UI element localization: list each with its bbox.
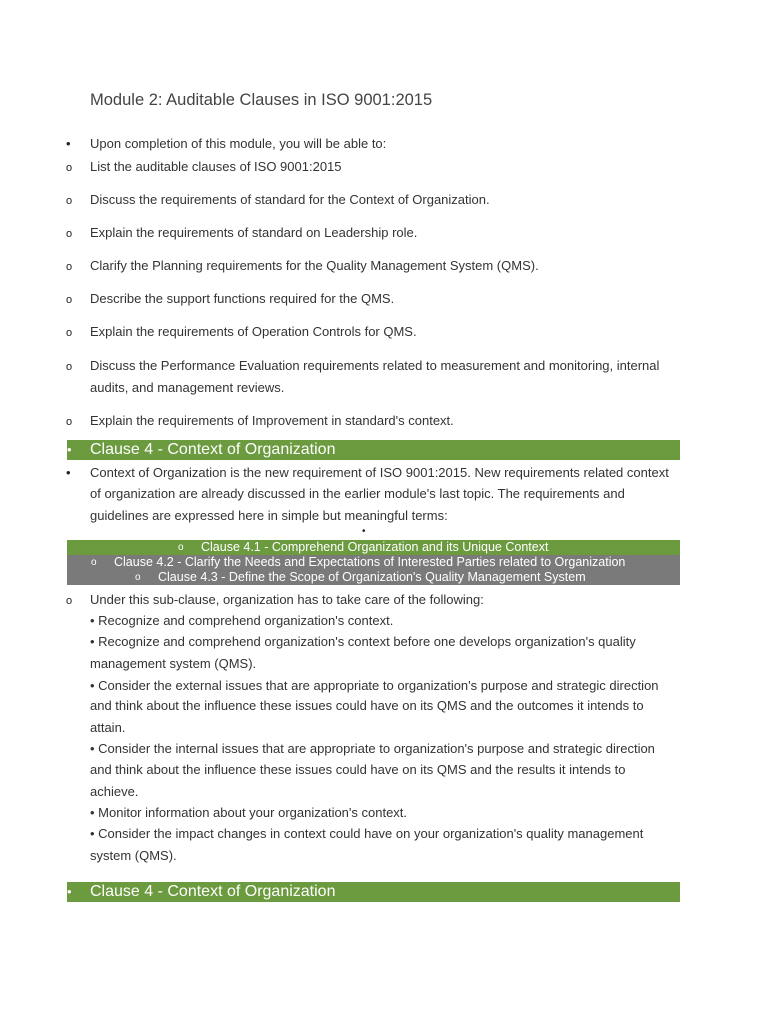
- objective-item: List the auditable clauses of ISO 9001:2015: [90, 159, 342, 174]
- details-line: and think about the influence these issues could have on its QMS and the outcomes it intends to: [90, 698, 644, 713]
- bullet-ring: [66, 222, 72, 245]
- bullet-ring: [66, 321, 72, 344]
- objective-item: Clarify the Planning requirements for the Quality Management System (QMS).: [90, 258, 539, 273]
- bullet-ring: [66, 156, 72, 179]
- subclause-title: Clause 4.3 - Define the Scope of Organization's Quality Management System: [158, 570, 586, 584]
- details-line: • Consider the impact changes in context could have on your organization's quality management: [90, 826, 644, 841]
- bullet-ring: [66, 255, 72, 278]
- details-intro: Under this sub-clause, organization has to take care of the following:: [90, 592, 484, 607]
- objective-item: Discuss the requirements of standard for the Context of Organization.: [90, 192, 490, 207]
- clause4-heading: Clause 4 - Context of Organization: [90, 883, 336, 900]
- bullet-ring: [66, 589, 72, 612]
- clause4-intro-line: guidelines are expressed here in simple but meaningful terms:: [90, 508, 448, 523]
- bullet-ring: o: [178, 542, 184, 553]
- clause4-intro-line: Context of Organization is the new requirement of ISO 9001:2015. New requirements related context: [90, 465, 669, 480]
- clause4-intro-line: of organization are already discussed in the earlier module's last topic. The requirements and: [90, 486, 625, 501]
- details-line: • Consider the internal issues that are appropriate to organization's purpose and strategic direction: [90, 741, 655, 756]
- details-line: attain.: [90, 720, 126, 735]
- subclause-title: Clause 4.2 - Clarify the Needs and Expectations of Interested Parties related to Organization: [114, 555, 626, 569]
- bullet-ring: [66, 189, 72, 212]
- bullet-disc: •: [67, 884, 72, 899]
- objective-item: Discuss the Performance Evaluation requirements related to measurement and monitoring, internal: [90, 358, 660, 373]
- clause4-heading: Clause 4 - Context of Organization: [90, 441, 336, 458]
- bullet-disc: •: [67, 442, 72, 457]
- objective-item: Explain the requirements of Improvement in standard's context.: [90, 413, 454, 428]
- details-line: management system (QMS).: [90, 656, 257, 671]
- subclause-row: [67, 555, 680, 570]
- details-line: achieve.: [90, 784, 139, 799]
- objective-item-continued: audits, and management reviews.: [90, 380, 285, 395]
- subclause-row: [67, 540, 680, 555]
- objective-item: Explain the requirements of standard on Leadership role.: [90, 225, 418, 240]
- objective-item: Explain the requirements of Operation Controls for QMS.: [90, 324, 417, 339]
- objectives-intro: Upon completion of this module, you will be able to:: [90, 136, 387, 151]
- bullet-ring: [66, 288, 72, 311]
- details-line: • Monitor information about your organization's context.: [90, 805, 408, 820]
- clause4-heading-bar: [67, 440, 680, 460]
- bullet-disc: •: [362, 526, 366, 537]
- objective-item: Describe the support functions required for the QMS.: [90, 291, 395, 306]
- details-line: • Recognize and comprehend organization's context.: [90, 613, 394, 628]
- details-line: and think about the influence these issues could have on its QMS and the results it intends to: [90, 762, 626, 777]
- page-title: Module 2: Auditable Clauses in ISO 9001:2015: [90, 91, 433, 109]
- bullet-ring: [66, 410, 72, 433]
- details-line: system (QMS).: [90, 848, 177, 863]
- clause4-heading-bar-repeat: [67, 882, 680, 902]
- bullet-ring: o: [91, 557, 97, 568]
- bullet-ring: [66, 355, 72, 378]
- bullet-disc: [66, 133, 71, 155]
- details-line: • Recognize and comprehend organization's context before one develops organization's quality: [90, 634, 636, 649]
- details-line: • Consider the external issues that are appropriate to organization's purpose and strategic direction: [90, 678, 659, 693]
- subclause-title: Clause 4.1 - Comprehend Organization and its Unique Context: [201, 540, 549, 554]
- bullet-ring: o: [135, 572, 141, 583]
- subclause-row: [67, 570, 680, 585]
- bullet-disc: [66, 462, 71, 484]
